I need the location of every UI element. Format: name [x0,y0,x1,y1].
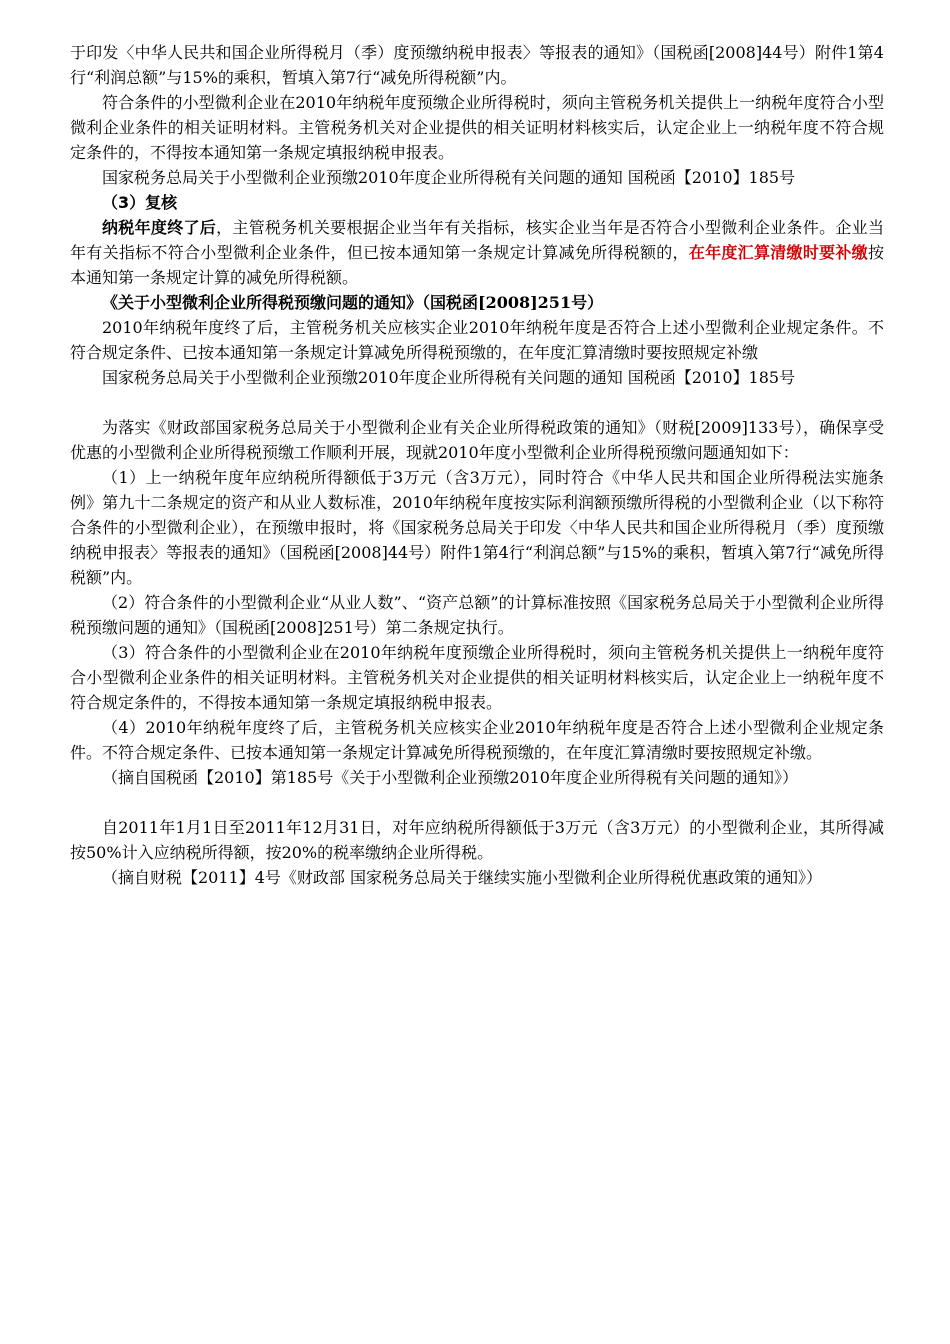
spacer [70,390,884,415]
notice-title: 《关于小型微利企业所得税预缴问题的通知》（国税函[2008]251号） [102,293,604,312]
s2-lead-bold: 纳税年度终了后 [102,218,217,237]
s1-paragraph-1: 于印发〈中华人民共和国企业所得税月（季）度预缴纳税申报表〉等报表的通知》（国税函[2008]44号）附件1第4行“利润总额”与15%的乘积，暂填入第7行“减免所得税额”内。 [70,43,884,87]
s1-paragraph-2: 符合条件的小型微利企业在2010年纳税年度预缴企业所得税时，须向主管税务机关提供上一纳税年度符合小型微利企业条件的相关证明材料。主管税务机关对企业提供的相关证明材料核实后，认定企业上一纳税年度不符合规定条件的，不得按本通知第一条规定填报纳税申报表。 [70,93,884,162]
s4-source: （摘自财税【2011】4号《财政部 国家税务总局关于继续实施小型微利企业所得税优惠政策的通知》） [102,868,822,887]
spacer [70,790,884,815]
s2-paragraph-1 [70,215,884,290]
s3-item-1: （1）上一纳税年度年应纳税所得额低于3万元（含3万元），同时符合《中华人民共和国企业所得税法实施条例》第九十二条规定的资产和从业人数标准，2010年纳税年度按实际利润额预缴所得税的小型微利企业（以下称符合条件的小型微利企业），在预缴申报时，将《国家税务总局关于印发〈中华人民共和国企业所得税月（季）度预缴纳税申报表〉等报表的通知》（国税函[2008]44号）附件1第4行“利润总额”与15%的乘积，暂填入第7行“减免所得税额”内。 [70,468,884,587]
s3-item-3: （3）符合条件的小型微利企业在2010年纳税年度预缴企业所得税时，须向主管税务机关提供上一纳税年度符合小型微利企业条件的相关证明材料。主管税务机关对企业提供的相关证明材料核实后，认定企业上一纳税年度不符合规定条件的，不得按本通知第一条规定填报纳税申报表。 [70,643,884,712]
s2-p1-mid: ，主管税务机关要根据企业当年有关指标，核实企业当年是否符合小型微利企业条件。企业当年有关指标不符合小型微利企业条件，但已按本通知第一条规定计算减免所得税额的， [70,218,884,262]
document-page [70,40,884,890]
s2-red-highlight: 在年度汇算清缴时要补缴 [688,243,868,262]
review-heading: （3）复核 [102,193,178,212]
s4-paragraph-1: 自2011年1月1日至2011年12月31日，对年应纳税所得额低于3万元（含3万元）的小型微利企业，其所得减按50%计入应纳税所得额，按20%的税率缴纳企业所得税。 [70,818,884,862]
s3-source: （摘自国税函【2010】第185号《关于小型微利企业预缴2010年度企业所得税有关问题的通知》） [102,768,798,787]
s3-item-4: （4）2010年纳税年度终了后，主管税务机关应核实企业2010年纳税年度是否符合上述小型微利企业规定条件。不符合规定条件、已按本通知第一条规定计算减免所得税预缴的，在年度汇算清缴时要按照规定补缴。 [70,718,884,762]
s2-p1-end: 按本通知第一条规定计算的减免所得税额。 [70,243,884,287]
s2-paragraph-2: 2010年纳税年度终了后，主管税务机关应核实企业2010年纳税年度是否符合上述小型微利企业规定条件。不符合规定条件、已按本通知第一条规定计算减免所得税预缴的，在年度汇算清缴时要按照规定补缴 [70,318,884,362]
s1-source: 国家税务总局关于小型微利企业预缴2010年度企业所得税有关问题的通知 国税函【2010】185号 [102,168,796,187]
s3-item-2: （2）符合条件的小型微利企业“从业人数”、“资产总额”的计算标准按照《国家税务总局关于小型微利企业所得税预缴问题的通知》（国税函[2008]251号）第二条规定执行。 [70,593,884,637]
s3-intro: 为落实《财政部国家税务总局关于小型微利企业有关企业所得税政策的通知》（财税[2009]133号），确保享受优惠的小型微利企业所得税预缴工作顺利开展，现就2010年度小型微利企业所得税预缴问题通知如下： [70,418,884,462]
s2-source: 国家税务总局关于小型微利企业预缴2010年度企业所得税有关问题的通知 国税函【2010】185号 [102,368,796,387]
